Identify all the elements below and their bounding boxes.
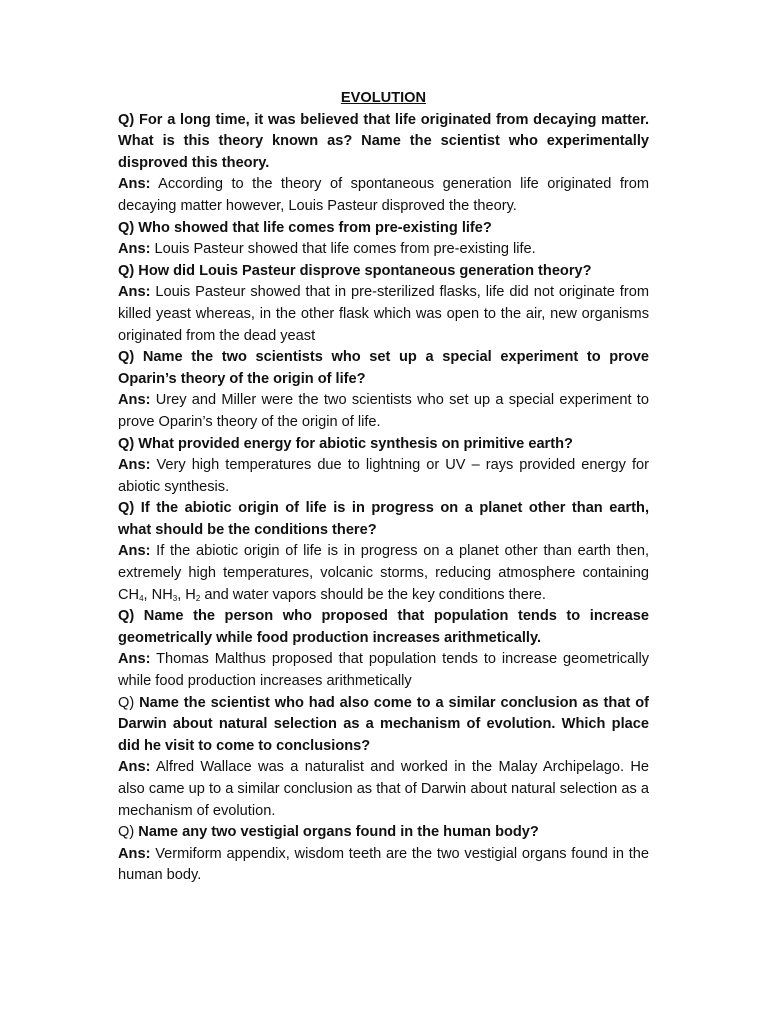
qa-item	[118, 606, 649, 692]
question-prefix: Q)	[118, 219, 135, 236]
answer	[118, 239, 649, 261]
answer-prefix: Ans:	[118, 241, 151, 258]
answer	[118, 390, 649, 433]
question	[118, 110, 649, 175]
answer-prefix: Ans:	[118, 457, 151, 474]
question-prefix: Q)	[118, 435, 135, 452]
answer-text-part: , NH	[143, 586, 173, 603]
document-title: EVOLUTION	[340, 90, 427, 106]
question	[118, 218, 649, 240]
question-prefix: Q)	[118, 694, 135, 711]
question	[118, 822, 649, 844]
question	[118, 693, 649, 758]
qa-item	[118, 110, 649, 218]
question-text: Name any two vestigial organs found in the human body?	[138, 824, 539, 841]
question-text: Who showed that life comes from pre-existing life?	[138, 219, 492, 236]
answer-prefix: Ans:	[118, 284, 151, 301]
question-text: How did Louis Pasteur disprove spontaneous generation theory?	[138, 262, 592, 279]
question-prefix: Q)	[118, 608, 135, 625]
answer-prefix: Ans:	[118, 845, 151, 862]
answer-prefix: Ans:	[118, 176, 151, 193]
question	[118, 606, 649, 649]
answer	[118, 757, 649, 822]
question-text: Name the two scientists who set up a special experiment to prove Oparin’s theory of the origin of life?	[118, 349, 649, 387]
answer-text: According to the theory of spontaneous generation life originated from decaying matter however, Louis Pasteur disproved the theory.	[118, 176, 650, 214]
question	[118, 261, 649, 283]
document-page	[118, 88, 649, 887]
question-prefix: Q)	[118, 349, 135, 366]
qa-item	[118, 498, 649, 606]
answer	[118, 282, 649, 347]
question-prefix: Q)	[118, 500, 135, 517]
question-text: If the abiotic origin of life is in progress on a planet other than earth, what should be the conditions there?	[118, 500, 649, 538]
answer-text: Very high temperatures due to lightning or UV – rays provided energy for abiotic synthesis.	[118, 457, 649, 495]
subscript: 2	[195, 593, 201, 603]
question	[118, 347, 649, 390]
answer-text-part: If the abiotic origin of life is in progress on a planet other than earth then, extremely high temperatures, volcanic storms, reducing atmosphere containing CH	[118, 543, 649, 603]
qa-item	[118, 218, 649, 261]
qa-item	[118, 347, 649, 433]
answer	[118, 541, 649, 606]
answer	[118, 174, 649, 217]
answer-text: Louis Pasteur showed that life comes from pre-existing life.	[154, 241, 536, 258]
answer-prefix: Ans:	[118, 543, 151, 560]
answer	[118, 455, 649, 498]
answer	[118, 649, 649, 692]
answer-text	[118, 543, 649, 602]
question-text: Name the scientist who had also come to a similar conclusion as that of Darwin about natural selection as a mechanism of evolution. Which place did he visit to come to conclusions?	[118, 694, 649, 754]
question-prefix: Q)	[118, 262, 135, 279]
answer-text: Urey and Miller were the two scientists who set up a special experiment to prove Oparin’s theory of the origin of life.	[118, 392, 649, 430]
answer-text-part: and water vapors should be the key conditions there.	[200, 586, 546, 603]
qa-item	[118, 261, 649, 347]
answer-text-part: , H	[177, 586, 196, 603]
answer-text: Vermiform appendix, wisdom teeth are the two vestigial organs found in the human body.	[118, 845, 649, 884]
qa-item	[118, 693, 649, 823]
answer-prefix: Ans:	[118, 651, 151, 668]
question-text: For a long time, it was believed that life originated from decaying matter. What is this theory known as? Name the scientist who experimentally disproved this theory.	[118, 111, 649, 171]
answer-prefix: Ans:	[118, 392, 151, 409]
answer-text: Louis Pasteur showed that in pre-sterilized flasks, life did not originate from killed yeast whereas, in the other flask which was open to the air, new organisms originated from the dead yeast	[118, 284, 649, 344]
answer-prefix: Ans:	[118, 759, 151, 776]
subscript: 4	[139, 593, 144, 603]
question-text: Name the person who proposed that population tends to increase geometrically while food production increases arithmetically.	[118, 608, 649, 646]
answer-text: Thomas Malthus proposed that population tends to increase geometrically while food production increases arithmetically	[118, 651, 650, 690]
question	[118, 498, 649, 541]
subscript: 3	[172, 593, 178, 603]
qa-item	[118, 822, 649, 887]
answer	[118, 844, 649, 887]
question-text: What provided energy for abiotic synthesis on primitive earth?	[138, 435, 573, 452]
answer-text: Alfred Wallace was a naturalist and worked in the Malay Archipelago. He also came up to a similar conclusion as that of Darwin about natural selection as a mechanism of evolution.	[118, 759, 649, 819]
qa-item	[118, 434, 649, 499]
question	[118, 434, 649, 456]
question-prefix: Q)	[118, 824, 135, 841]
question-prefix: Q)	[118, 111, 135, 128]
